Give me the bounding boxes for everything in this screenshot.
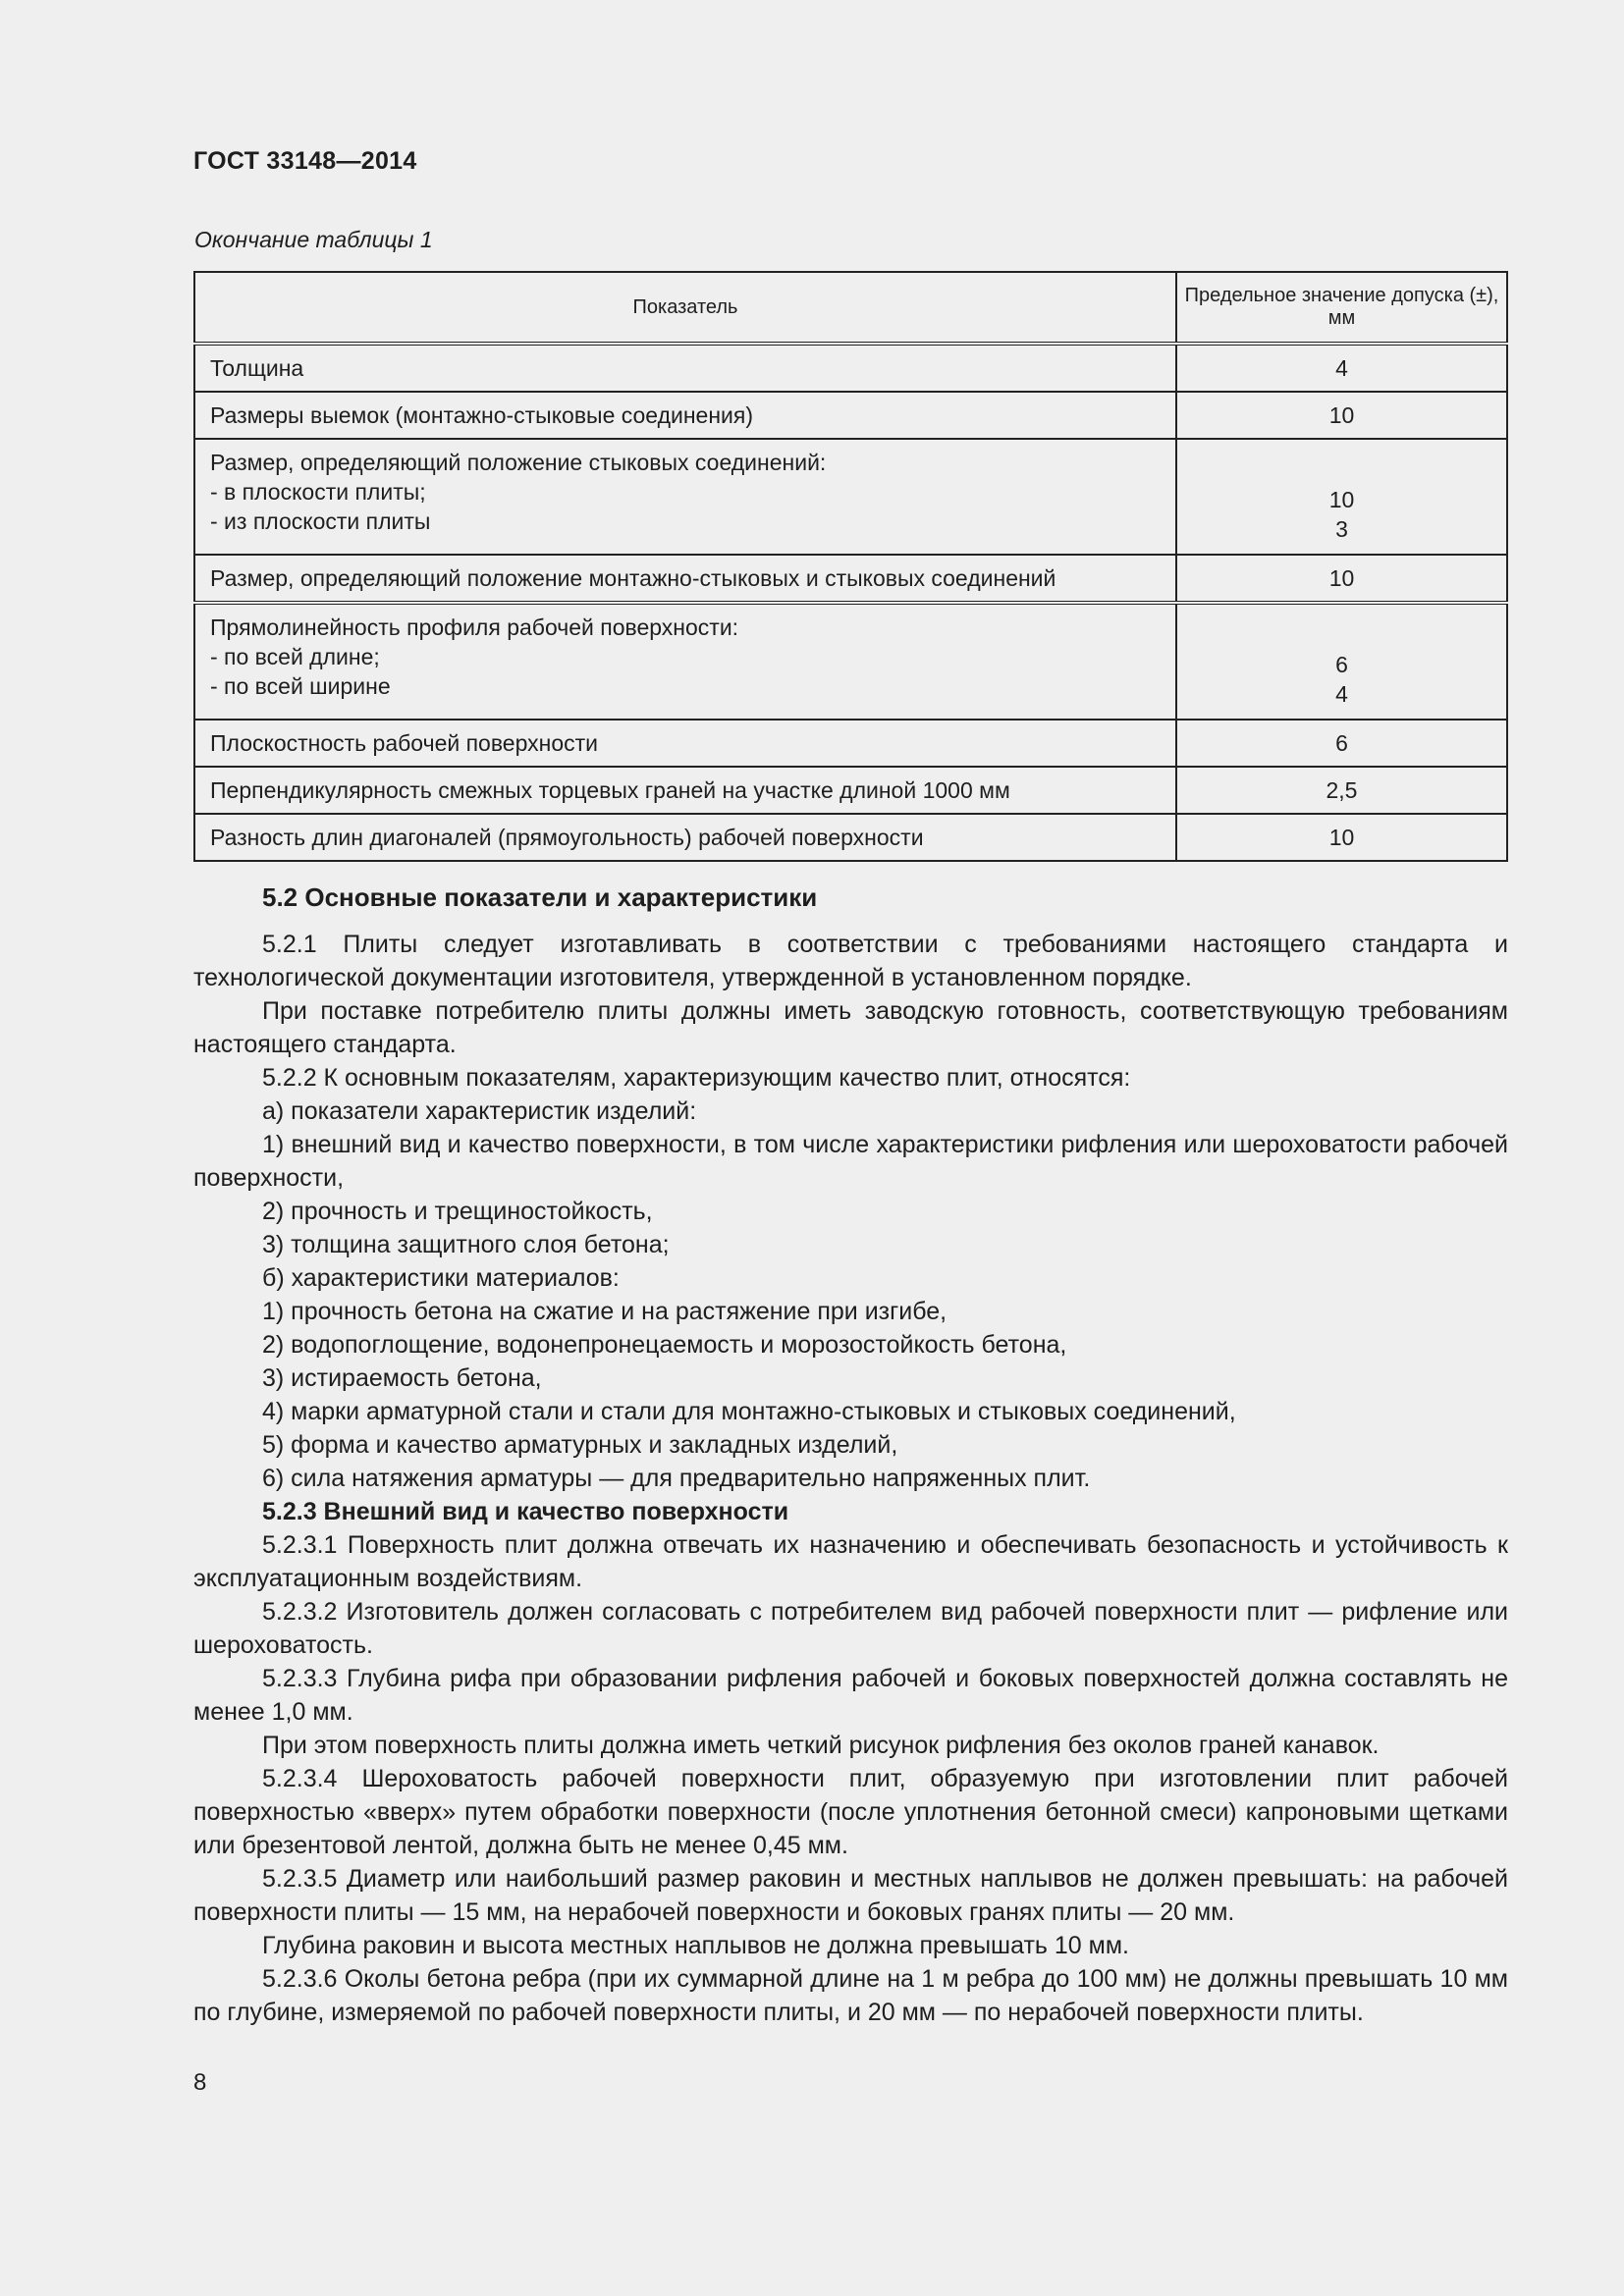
row-label: Размер, определяющий положение монтажно-стыковых и стыковых соединений (194, 555, 1176, 603)
tolerance-table (193, 271, 1508, 862)
paragraph: б) характеристики материалов: (262, 1264, 620, 1292)
paragraph: 1) прочность бетона на сжатие и на растяжение при изгибе, (262, 1298, 947, 1325)
row-value: 2,5 (1176, 767, 1507, 814)
row-label-line: Прямолинейность профиля рабочей поверхности: (210, 614, 739, 640)
paragraph: а) показатели характеристик изделий: (262, 1097, 697, 1125)
paragraph: Глубина раковин и высота местных наплывов не должна превышать 10 мм. (262, 1932, 1129, 1959)
row-label-line: - в плоскости плиты; (210, 479, 426, 505)
document-header: ГОСТ 33148—2014 (193, 147, 417, 175)
paragraph: 5.2.1 Плиты следует изготавливать в соответствии с требованиями настоящего стандарта и технологической документации изготовителя, утвержденной в установленном порядке. (193, 931, 1508, 991)
paragraph: 3) истираемость бетона, (262, 1364, 542, 1392)
row-label-line: - по всей длине; (210, 644, 380, 669)
table-row (194, 767, 1507, 814)
paragraph: При этом поверхность плиты должна иметь четкий рисунок рифления без околов граней канавок. (262, 1732, 1380, 1759)
table-row (194, 439, 1507, 555)
row-value-line: 10 (1328, 487, 1355, 512)
row-label: Разность длин диагоналей (прямоугольность) рабочей поверхности (194, 814, 1176, 861)
row-value: 6 (1176, 720, 1507, 767)
table-row (194, 392, 1507, 439)
table-row (194, 603, 1507, 720)
paragraph: 5.2.2 К основным показателям, характеризующим качество плит, относятся: (262, 1064, 1131, 1092)
row-label: Размеры выемок (монтажно-стыковые соединения) (194, 392, 1176, 439)
paragraph: 4) марки арматурной стали и стали для монтажно-стыковых и стыковых соединений, (262, 1398, 1236, 1425)
paragraph: 5.2.3.6 Околы бетона ребра (при их суммарной длине на 1 м ребра до 100 мм) не должны превышать 10 мм по глубине, измеряемой по рабочей поверхности плиты, и 20 мм — по нерабочей поверхности плиты. (193, 1965, 1508, 2026)
row-value: 4 (1176, 344, 1507, 392)
row-label: Толщина (194, 344, 1176, 392)
table-row (194, 344, 1507, 392)
paragraph: 5.2.3.2 Изготовитель должен согласовать с потребителем вид рабочей поверхности плит — рифление или шероховатость. (193, 1598, 1508, 1659)
row-value: 10 (1176, 814, 1507, 861)
row-value-line: 6 (1335, 652, 1348, 677)
row-value: 10 (1176, 392, 1507, 439)
row-value (1176, 439, 1507, 555)
subsection-heading: 5.2.3 Внешний вид и качество поверхности (262, 1498, 789, 1525)
row-value-line: 4 (1335, 681, 1348, 707)
paragraph: 5.2.3.1 Поверхность плит должна отвечать их назначению и обеспечивать безопасность и устойчивость к эксплуатационным воздействиям. (193, 1531, 1508, 1592)
paragraph: 5.2.3.4 Шероховатость рабочей поверхности плит, образуемую при изготовлении плит рабочей поверхностью «вверх» путем обработки поверхности (после уплотнения бетонной смеси) капроновыми щетками или брезентовой лентой, должна быть не менее 0,45 мм. (193, 1765, 1508, 1859)
paragraph: 6) сила натяжения арматуры — для предварительно напряженных плит. (262, 1465, 1091, 1492)
table-caption: Окончание таблицы 1 (194, 227, 433, 252)
section-title: 5.2 Основные показатели и характеристики (262, 882, 818, 912)
table-row (194, 720, 1507, 767)
row-label-line: - по всей ширине (210, 673, 391, 699)
row-label (194, 603, 1176, 720)
paragraph-list (193, 928, 1508, 2029)
section-body (193, 881, 1508, 2029)
row-label: Перпендикулярность смежных торцевых граней на участке длиной 1000 мм (194, 767, 1176, 814)
row-label-line: - из плоскости плиты (210, 508, 431, 534)
paragraph: 5.2.3.5 Диаметр или наибольший размер раковин и местных наплывов не должен превышать: на рабочей поверхности плиты — 15 мм, на нерабочей поверхности и боковых гранях плиты — 20 мм. (193, 1865, 1508, 1926)
paragraph: 2) прочность и трещиностойкость, (262, 1198, 653, 1225)
paragraph: При поставке потребителю плиты должны иметь заводскую готовность, соответствующую требованиям настоящего стандарта. (193, 997, 1508, 1058)
paragraph: 2) водопоглощение, водонепронецаемость и морозостойкость бетона, (262, 1331, 1067, 1359)
row-label (194, 439, 1176, 555)
column-header-indicator: Показатель (194, 272, 1176, 344)
row-label-line: Размер, определяющий положение стыковых соединений: (210, 450, 827, 475)
paragraph: 5.2.3.3 Глубина рифа при образовании рифления рабочей и боковых поверхностей должна составлять не менее 1,0 мм. (193, 1665, 1508, 1726)
table-row (194, 814, 1507, 861)
paragraph: 1) внешний вид и качество поверхности, в том числе характеристики рифления или шероховатости рабочей поверхности, (193, 1131, 1508, 1192)
table-row (194, 555, 1507, 603)
table-header-row (194, 272, 1507, 344)
paragraph: 5) форма и качество арматурных и закладных изделий, (262, 1431, 898, 1459)
column-header-tolerance: Предельное значение допуска (±), мм (1176, 272, 1507, 344)
row-label: Плоскостность рабочей поверхности (194, 720, 1176, 767)
row-value-line: 3 (1335, 516, 1348, 542)
page-number: 8 (193, 2069, 207, 2096)
row-value (1176, 603, 1507, 720)
row-value: 10 (1176, 555, 1507, 603)
paragraph: 3) толщина защитного слоя бетона; (262, 1231, 670, 1258)
